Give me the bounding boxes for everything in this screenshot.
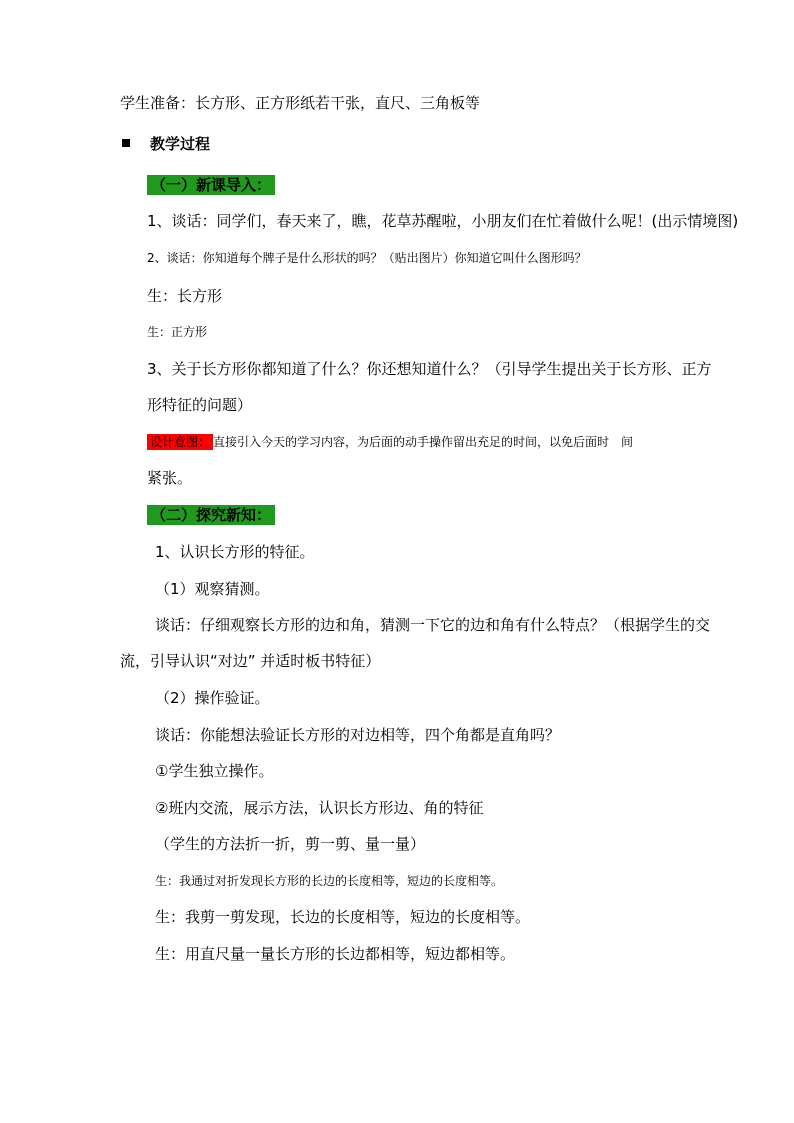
paragraph-line: 谈话：你能想法验证长方形的对边相等，四个角都是直角吗？: [155, 726, 561, 744]
highlight-green: （二）探究新知：: [147, 505, 275, 525]
design-intent-label: 设计意图：: [147, 434, 213, 450]
section-heading: [122, 133, 210, 154]
paragraph-line: 生：我剪一剪发现，长边的长度相等，短边的长度相等。: [155, 908, 531, 926]
design-intent-text: 直接引入今天的学习内容，为后面的动手操作留出充足的时间，以免后面时 间: [213, 435, 634, 449]
prep-line: 学生准备：长方形、正方形纸若干张，直尺、三角板等: [120, 94, 481, 112]
paragraph-line: 生：我通过对折发现长方形的长边的长度相等，短边的长度相等。: [155, 874, 504, 888]
paragraph-line: 谈话：仔细观察长方形的边和角，猜测一下它的边和角有什么特点？（根据学生的交: [155, 616, 711, 634]
paragraph-line: 2、谈话：你知道每个牌子是什么形状的吗？（贴出图片）你知道它叫什么图形吗？: [147, 251, 587, 265]
paragraph-line: （2）操作验证。: [155, 689, 270, 707]
paragraph-line: 紧张。: [147, 469, 193, 487]
paragraph-line: （1）观察猜测。: [155, 580, 270, 598]
paragraph-line: 3、关于长方形你都知道了什么？你还想知道什么？（引导学生提出关于长方形、正方: [147, 360, 712, 378]
paragraph-line: 生：正方形: [147, 325, 208, 339]
design-intent-line: [147, 433, 633, 450]
paragraph-line: 形特征的问题）: [147, 396, 253, 414]
paragraph-line: 1、认识长方形的特征。: [155, 543, 315, 561]
heading-text: 教学过程: [150, 135, 211, 153]
square-bullet-icon: [122, 139, 130, 147]
paragraph-line: 生：用直尺量一量长方形的长边都相等，短边都相等。: [155, 945, 516, 963]
paragraph-line: 生：长方形: [147, 287, 223, 305]
subsection-title-1: [147, 174, 275, 195]
highlight-green: （一）新课导入：: [147, 175, 275, 195]
subsection-title-2: [147, 504, 275, 525]
paragraph-line: 1、谈话：同学们，春天来了，瞧，花草苏醒啦，小朋友们在忙着做什么呢！(出示情境图): [147, 212, 739, 230]
paragraph-line: ②班内交流，展示方法，认识长方形边、角的特征: [155, 799, 484, 817]
paragraph-line: ①学生独立操作。: [155, 762, 274, 780]
paragraph-line: 流，引导认识“对边” 并适时板书特征）: [120, 652, 381, 670]
paragraph-line: （学生的方法折一折，剪一剪、量一量）: [155, 835, 426, 853]
